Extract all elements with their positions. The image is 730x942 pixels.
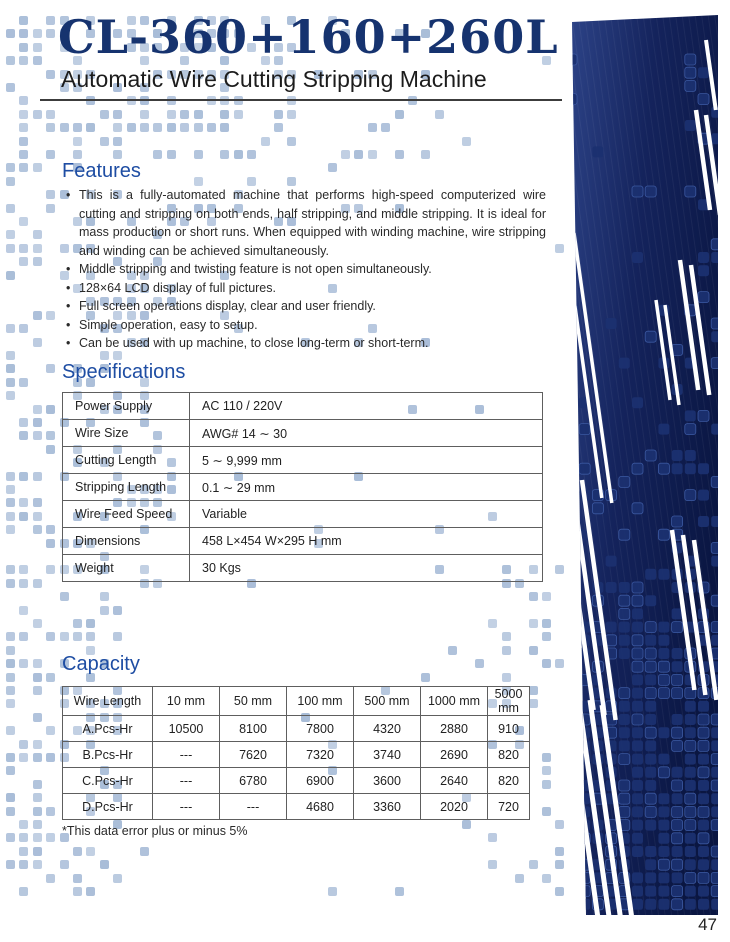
capacity-row: [63, 716, 530, 742]
capacity-cell: 3600: [354, 768, 421, 794]
spec-value: AC 110 / 220V: [190, 393, 543, 420]
capacity-row: [63, 742, 530, 768]
feature-item: • 128×64 LCD display of full pictures.: [64, 279, 546, 298]
spec-label: Wire Size: [63, 420, 190, 447]
spec-label: Cutting Length: [63, 447, 190, 474]
spec-label: Power Supply: [63, 393, 190, 420]
capacity-cell: 7320: [287, 742, 354, 768]
page-number: 47: [698, 915, 717, 934]
capacity-cell: 720: [488, 794, 530, 820]
spec-label: Wire Feed Speed: [63, 501, 190, 528]
spec-row: [63, 447, 543, 474]
spec-row: [63, 420, 543, 447]
capacity-header-row: [63, 687, 530, 716]
spec-label: Stripping Length: [63, 474, 190, 501]
capacity-cell: 6780: [220, 768, 287, 794]
specifications-heading: Specifications: [62, 361, 186, 383]
capacity-cell: 2880: [421, 716, 488, 742]
capacity-cell: ---: [153, 768, 220, 794]
capacity-heading: Capacity: [62, 653, 140, 675]
capacity-cell: 3360: [354, 794, 421, 820]
capacity-cell: 2020: [421, 794, 488, 820]
capacity-column-header: 50 mm: [220, 687, 287, 716]
capacity-cell: 8100: [220, 716, 287, 742]
header-rule: [40, 99, 562, 101]
feature-item: • This is a fully-automated machine that performs high-speed computerized wire cutting and stripping on both ends, half stripping, and middle stripping. It is ideal for mass production or short runs. When equipped with winding machine, wire stripping and winding can be achieved simultaneously.: [64, 186, 546, 260]
spec-value: 30 Kgs: [190, 555, 543, 582]
capacity-cell: 910: [488, 716, 530, 742]
capacity-cell: 6900: [287, 768, 354, 794]
capacity-cell: ---: [220, 794, 287, 820]
feature-item: • Middle stripping and twisting feature is not open simultaneously.: [64, 260, 546, 279]
capacity-column-header: 1000 mm: [421, 687, 488, 716]
spec-row: [63, 555, 543, 582]
capacity-cell: 7620: [220, 742, 287, 768]
feature-item: • Can be used with up machine, to close long-term or short-term.: [64, 334, 546, 353]
spec-value: AWG# 14 ∼ 30: [190, 420, 543, 447]
product-model-title: CL-360+160+260L: [58, 10, 559, 64]
capacity-column-header: 100 mm: [287, 687, 354, 716]
capacity-row-label: B.Pcs-Hr: [63, 742, 153, 768]
capacity-row-label: C.Pcs-Hr: [63, 768, 153, 794]
capacity-cell: ---: [153, 794, 220, 820]
capacity-column-header: 10 mm: [153, 687, 220, 716]
feature-item: • Simple operation, easy to setup.: [64, 316, 546, 335]
capacity-column-header: 500 mm: [354, 687, 421, 716]
spec-row: [63, 474, 543, 501]
features-heading: Features: [62, 160, 141, 182]
capacity-cell: 10500: [153, 716, 220, 742]
spec-value: Variable: [190, 501, 543, 528]
spec-label: Weight: [63, 555, 190, 582]
spec-row: [63, 501, 543, 528]
capacity-row-label: A.Pcs-Hr: [63, 716, 153, 742]
capacity-cell: 7800: [287, 716, 354, 742]
spec-value: 0.1 ∼ 29 mm: [190, 474, 543, 501]
capacity-column-header: 5000 mm: [488, 687, 530, 716]
capacity-cell: ---: [153, 742, 220, 768]
capacity-cell: 3740: [354, 742, 421, 768]
capacity-cell: 4320: [354, 716, 421, 742]
page-subtitle: Automatic Wire Cutting Stripping Machine: [61, 66, 487, 92]
data-error-footnote: *This data error plus or minus 5%: [62, 824, 248, 838]
capacity-column-header: Wire Length: [63, 687, 153, 716]
capacity-table: [62, 686, 530, 820]
features-list: [64, 186, 546, 353]
spec-value: 5 ∼ 9,999 mm: [190, 447, 543, 474]
capacity-cell: 2640: [421, 768, 488, 794]
feature-item: • Full screen operations display, clear and user friendly.: [64, 297, 546, 316]
capacity-cell: 4680: [287, 794, 354, 820]
capacity-cell: 2690: [421, 742, 488, 768]
capacity-cell: 820: [488, 742, 530, 768]
capacity-cell: 820: [488, 768, 530, 794]
specifications-table: [62, 392, 543, 582]
spec-row: [63, 528, 543, 555]
capacity-row-label: D.Pcs-Hr: [63, 794, 153, 820]
spec-row: [63, 393, 543, 420]
spec-label: Dimensions: [63, 528, 190, 555]
capacity-row: [63, 768, 530, 794]
side-panel-decoration: [560, 0, 730, 942]
capacity-row: [63, 794, 530, 820]
spec-value: 458 L×454 W×295 H mm: [190, 528, 543, 555]
